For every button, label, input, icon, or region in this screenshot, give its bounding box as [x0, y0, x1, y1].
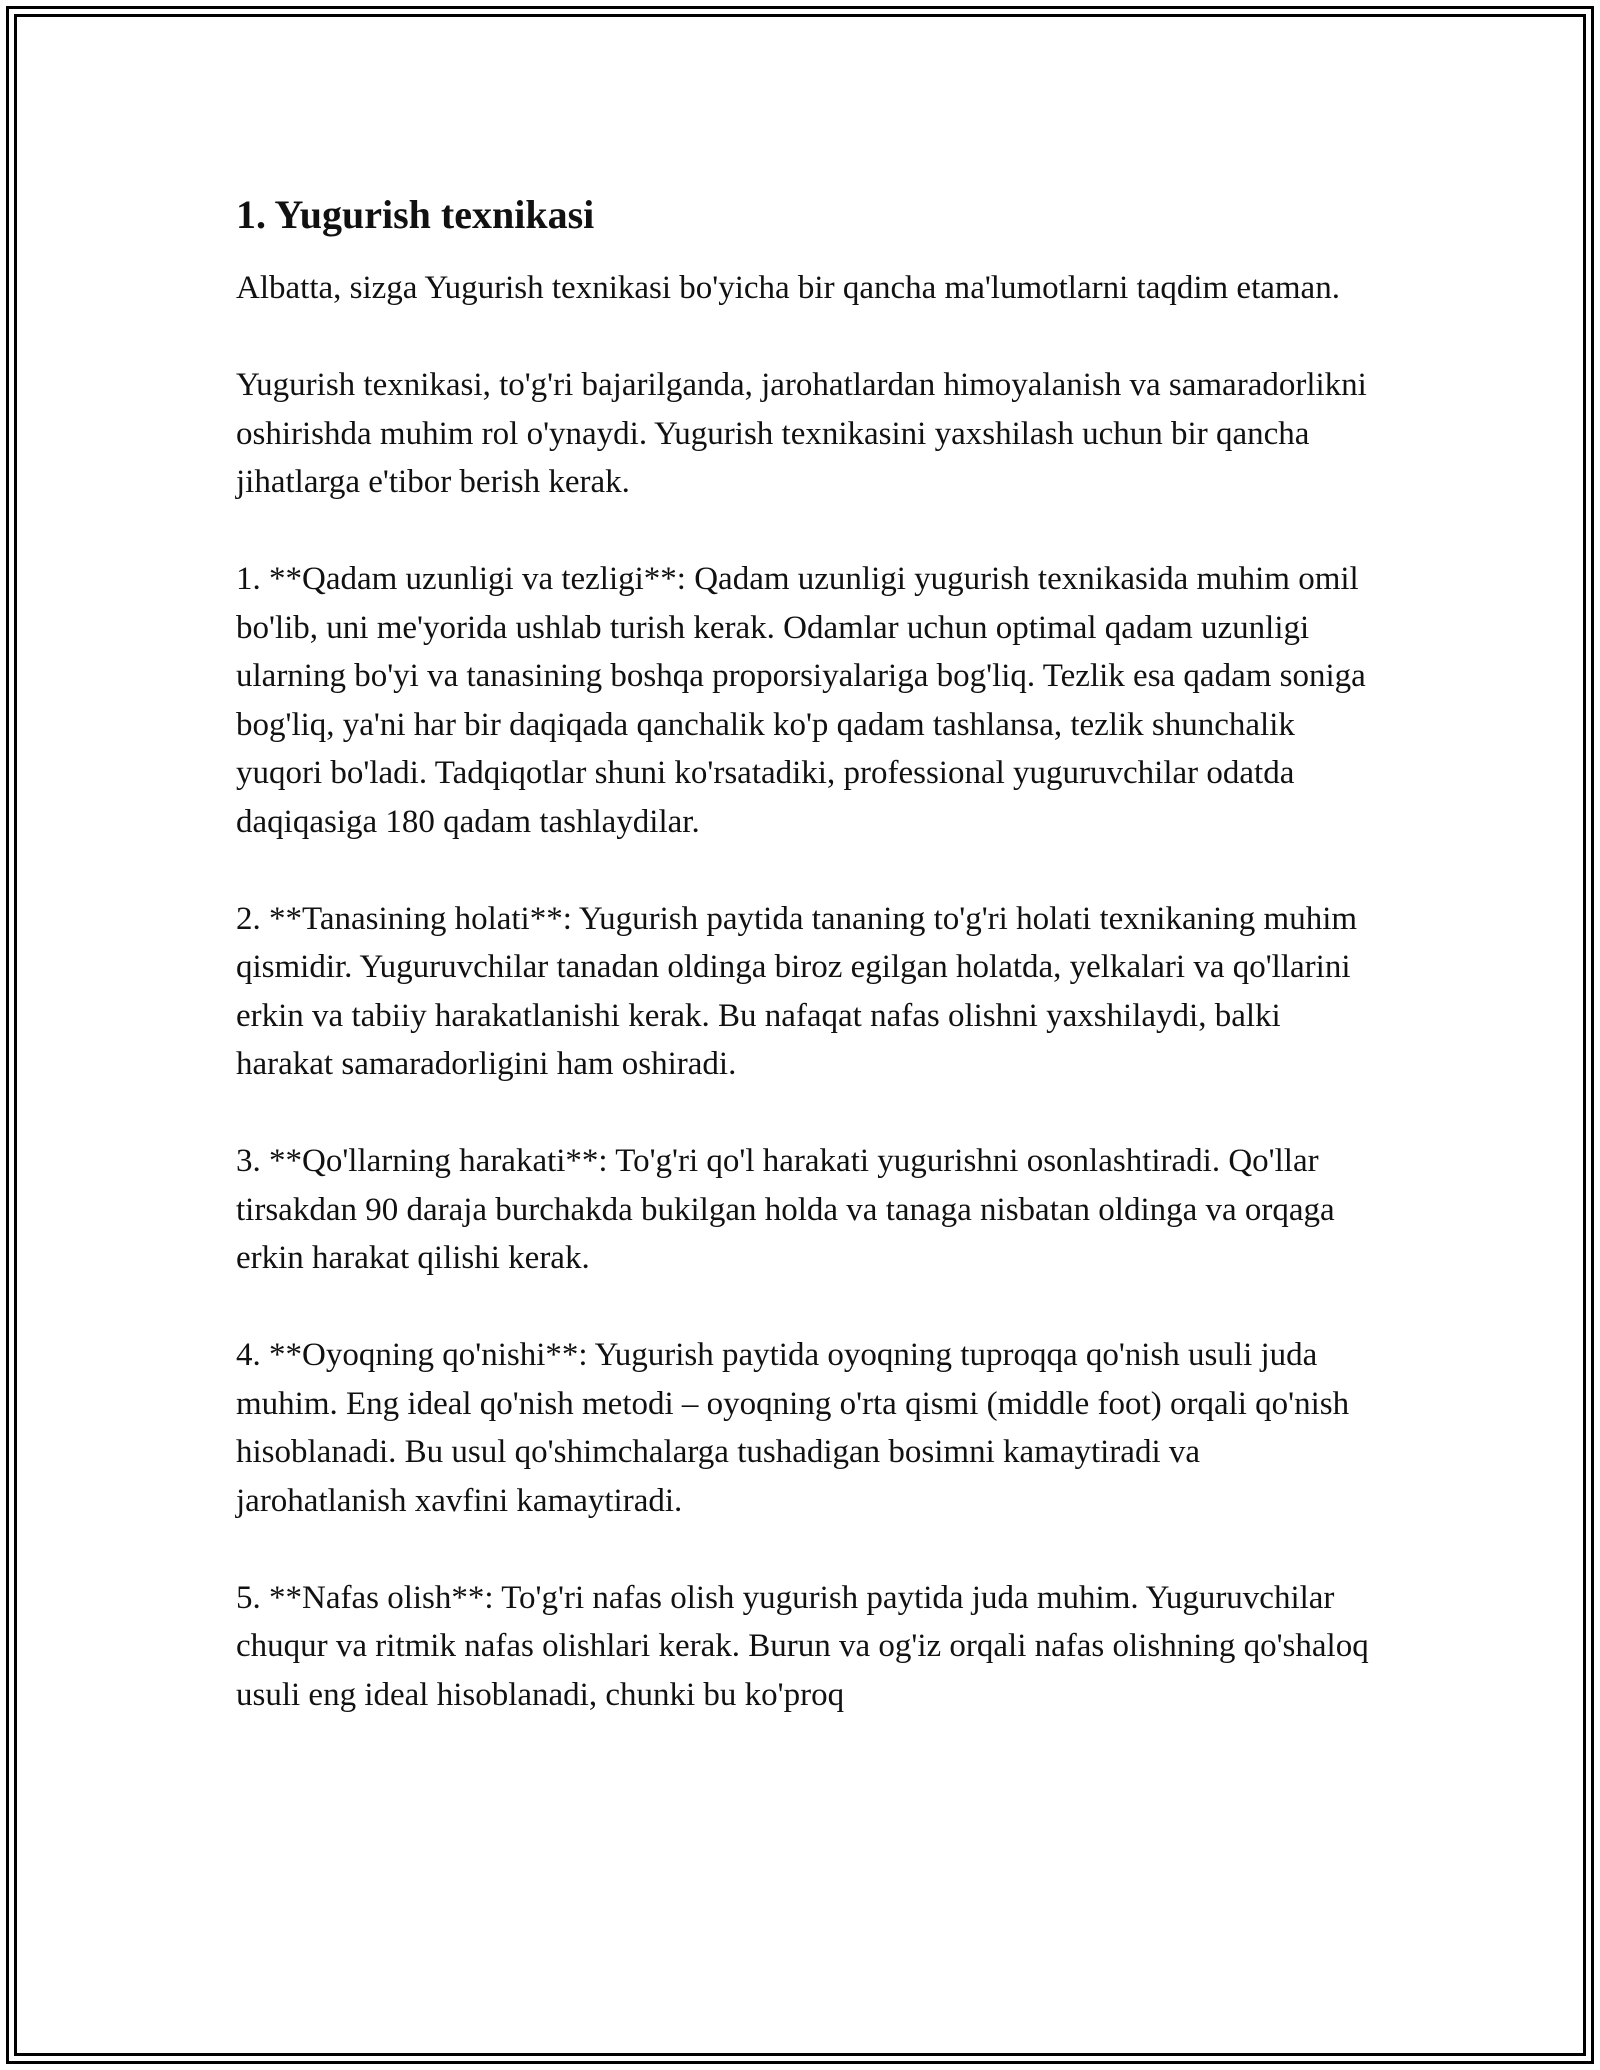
paragraph-overview: Yugurish texnikasi, to'g'ri bajarilganda, jarohatlardan himoyalanish va samaradorlikni oshirishda muhim rol o'ynaydi. Yugurish texnikasini yaxshilash uchun bir qancha jihatlarga e'tibor berish kerak.	[236, 367, 1367, 500]
paragraph-body-posture: 2. **Tanasining holati**: Yugurish paytida tananing to'g'ri holati texnikaning muhim qismidir. Yuguruvchilar tanadan oldinga biroz egilgan holatda, yelkalari va qo'llarini erkin va tabiiy harakatlanishi kerak. Bu nafaqat nafas olishni yaxshilaydi, balki harakat samaradorligini ham oshiradi.	[236, 900, 1358, 1082]
paragraph-intro: Albatta, sizga Yugurish texnikasi bo'yicha bir qancha ma'lumotlarni taqdim etaman.	[236, 270, 1340, 306]
paragraph-arm-movement: 3. **Qo'llarning harakati**: To'g'ri qo'l harakati yugurishni osonlashtiradi. Qo'llar tirsakdan 90 daraja burchakda bukilgan holda va tanaga nisbatan oldinga va orqaga erkin harakat qilishi kerak.	[236, 1143, 1335, 1276]
paragraph-breathing: 5. **Nafas olish**: To'g'ri nafas olish yugurish paytida juda muhim. Yuguruvchilar chuqur va ritmik nafas olishlari kerak. Burun va og'iz orqali nafas olishning qo'shaloq usuli eng ideal hisoblanadi, chunki bu ko'proq	[236, 1579, 1369, 1713]
paragraph-foot-landing: 4. **Oyoqning qo'nishi**: Yugurish paytida oyoqning tuproqqa qo'nish usuli juda muhim. Eng ideal qo'nish metodi – oyoqning o'rta qismi (middle foot) orqali qo'nish hisoblanadi. Bu usul qo'shimchalarga tushadigan bosimni kamaytiradi va jarohatlanish xavfini kamaytiradi.	[236, 1337, 1350, 1519]
paragraph-step-length: 1. **Qadam uzunligi va tezligi**: Qadam uzunligi yugurish texnikasida muhim omil bo'lib, uni me'yorida ushlab turish kerak. Odamlar uchun optimal qadam uzunligi ularning bo'yi va tanasining boshqa proporsiyalariga bog'liq. Tezlik esa qadam soniga bog'liq, ya'ni har bir daqiqada qanchalik ko'p qadam tashlansa, tezlik shunchalik yuqori bo'ladi. Tadqiqotlar shuni ko'rsatadiki, professional yuguruvchilar odatda daqiqasiga 180 qadam tashlaydilar.	[236, 561, 1366, 840]
document-title: 1. Yugurish texnikasi	[236, 192, 595, 237]
document-body	[236, 188, 1376, 1768]
